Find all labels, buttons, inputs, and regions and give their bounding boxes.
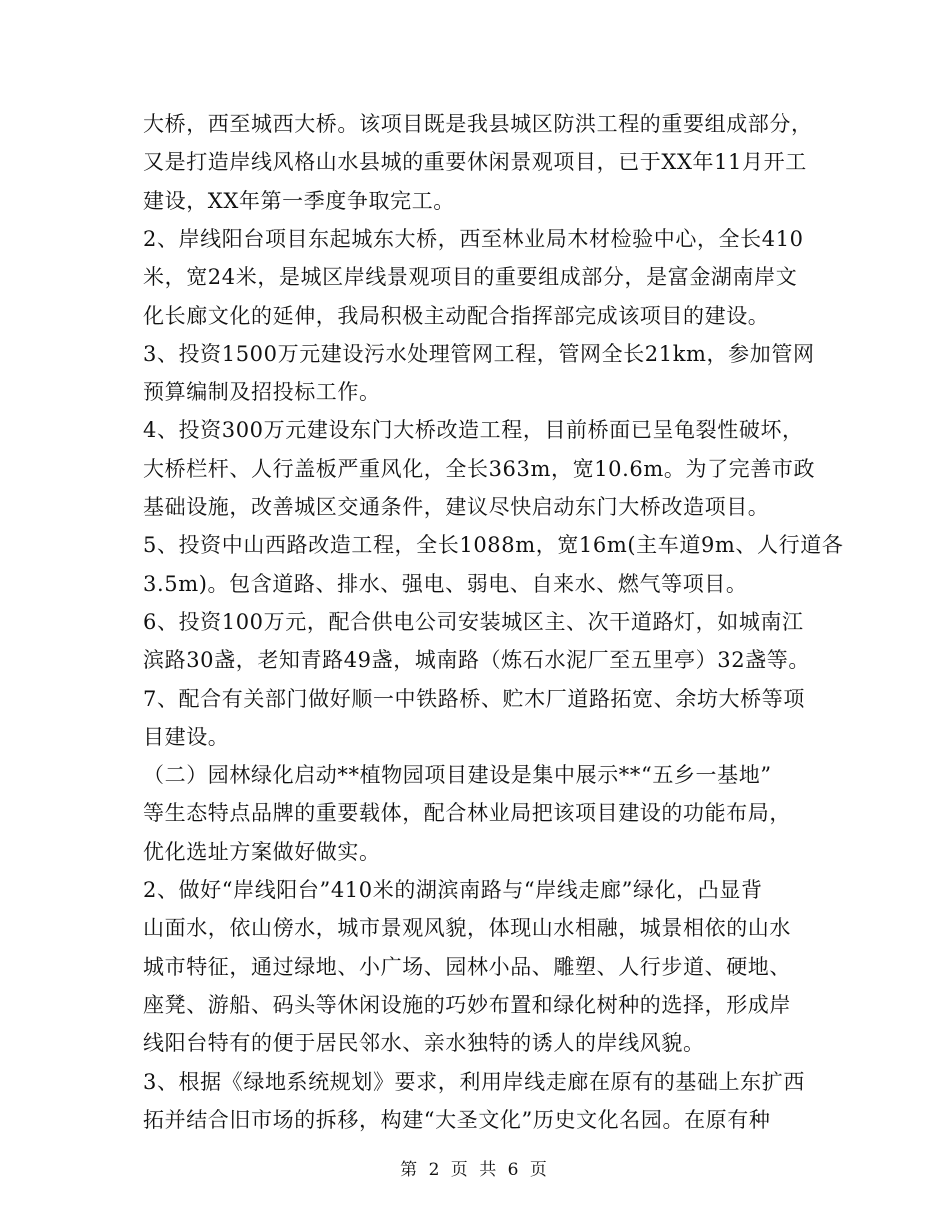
text-line: 7、配合有关部门做好顺一中铁路桥、贮木厂道路拓宽、余坊大桥等项	[143, 686, 805, 711]
text-line: 米，宽24米，是城区岸线景观项目的重要组成部分，是富金湖南岸文	[143, 265, 798, 290]
text-line: 2、做好“岸线阳台”410米的湖滨南路与“岸线走廊”绿化，凸显背	[143, 878, 763, 902]
text-line: 基础设施，改善城区交通条件，建议尽快启动东门大桥改造项目。	[143, 495, 770, 519]
text-line: 6、投资100万元，配合供电公司安装城区主、次干道路灯，如城南江	[143, 609, 804, 634]
text-line: 大桥，西至城西大桥。该项目既是我县城区防洪工程的重要组成部分，	[143, 112, 813, 136]
text-line: 线阳台特有的便于居民邻水、亲水独特的诱人的岸线风貌。	[143, 1031, 705, 1056]
text-line: 化长廊文化的延伸，我局积极主动配合指挥部完成该项目的建设。	[143, 303, 770, 328]
text-line: 滨路30盏，老知青路49盏，城南路（炼石水泥厂至五里亭）32盏等。	[143, 648, 810, 673]
text-line: 3.5m)。包含道路、排水、强电、弱电、自来水、燃气等项目。	[143, 571, 748, 596]
text-line: 山面水，依山傍水，城市景观风貌，体现山水相融，城景相依的山水	[143, 916, 791, 941]
text-line: 优化选址方案做好做实。	[143, 839, 381, 864]
text-line: 拓并结合旧市场的拆移，构建“大圣文化”历史文化名园。在原有种	[143, 1107, 771, 1132]
text-line: 座凳、游船、码头等休闲设施的巧妙布置和绿化树种的选择，形成岸	[143, 992, 791, 1017]
text-line: 5、投资中山西路改造工程，全长1088m，宽16m(主车道9m、人行道各	[143, 533, 844, 558]
text-line: （二）园林绿化启动**植物园项目建设是集中展示**“五乡一基地”	[143, 763, 772, 788]
text-line: 目建设。	[143, 724, 230, 749]
text-line: 预算编制及招投标工作。	[143, 380, 381, 405]
text-line: 3、根据《绿地系统规划》要求，利用岸线走廊在原有的基础上东扩西	[143, 1069, 805, 1094]
page-footer: 第 2 页 共 6 页	[400, 1160, 550, 1180]
text-line: 大桥栏杆、人行盖板严重风化，全长363m，宽10.6m。为了完善市政	[143, 456, 816, 481]
text-line: 等生态特点品牌的重要载体，配合林业局把该项目建设的功能布局，	[143, 801, 791, 826]
text-line: 4、投资300万元建设东门大桥改造工程，目前桥面已呈龟裂性破坏，	[143, 418, 804, 443]
text-line: 建设，XX年第一季度争取完工。	[143, 188, 455, 213]
text-line: 3、投资1500万元建设污水处理管网工程，管网全长21km，参加管网	[143, 341, 815, 366]
text-line: 又是打造岸线风格山水县城的重要休闲景观项目，已于XX年11月开工	[143, 150, 807, 175]
text-line: 城市特征，通过绿地、小广场、园林小品、雕塑、人行步道、硬地、	[143, 954, 791, 979]
text-line: 2、岸线阳台项目东起城东大桥，西至林业局木材检验中心，全长410	[143, 226, 804, 251]
